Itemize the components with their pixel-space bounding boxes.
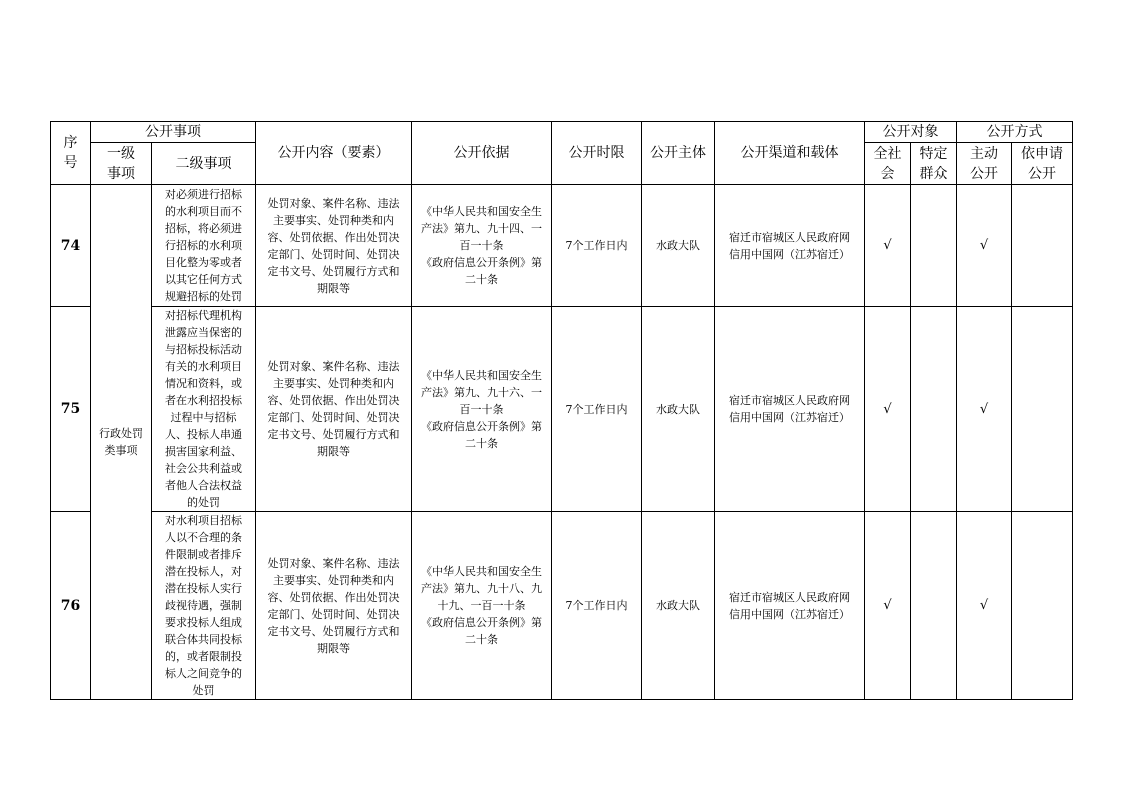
table-row [51,307,1073,512]
header-method-request: 依申请公开 [1012,143,1073,185]
header-audience-all: 全社会 [865,143,911,185]
row-method-active: √ [957,307,1012,512]
row-deadline: 7个工作日内 [552,185,642,307]
row-seq: 75 [51,307,91,512]
row-seq: 74 [51,185,91,307]
level1-cell: 行政处罚类事项 [91,185,152,700]
header-subject: 公开主体 [642,122,715,185]
row-content: 处罚对象、案件名称、违法主要事实、处罚种类和内容、处罚依据、作出处罚决定部门、处罚时间、处罚决定书文号、处罚履行方式和期限等 [256,307,412,512]
row-level2: 对必须进行招标的水利项目而不招标，将必须进行招标的水利项目化整为零或者以其它任何方式规避招标的处罚 [152,185,256,307]
table-row [51,512,1073,700]
header-deadline: 公开时限 [552,122,642,185]
row-subject: 水政大队 [642,307,715,512]
row-channel: 宿迁市宿城区人民政府网信用中国网（江苏宿迁） [715,185,865,307]
row-method-request [1012,307,1073,512]
row-audience-all: √ [865,512,911,700]
header-basis: 公开依据 [412,122,552,185]
row-audience-specific [911,185,957,307]
row-method-request [1012,512,1073,700]
row-level2: 对水利项目招标人以不合理的条件限制或者排斥潜在投标人，对潜在投标人实行歧视待遇，强制要求投标人组成联合体共同投标的，或者限制投标人之间竞争的处罚 [152,512,256,700]
row-method-active: √ [957,185,1012,307]
row-deadline: 7个工作日内 [552,512,642,700]
row-audience-all: √ [865,185,911,307]
header-channel: 公开渠道和载体 [715,122,865,185]
row-content: 处罚对象、案件名称、违法主要事实、处罚种类和内容、处罚依据、作出处罚决定部门、处罚时间、处罚决定书文号、处罚履行方式和期限等 [256,512,412,700]
row-content: 处罚对象、案件名称、违法主要事实、处罚种类和内容、处罚依据、作出处罚决定部门、处罚时间、处罚决定书文号、处罚履行方式和期限等 [256,185,412,307]
header-method: 公开方式 [957,122,1073,143]
row-method-active: √ [957,512,1012,700]
row-audience-specific [911,307,957,512]
header-audience-specific: 特定群众 [911,143,957,185]
header-level1: 一级事项 [91,143,152,185]
row-method-request [1012,185,1073,307]
header-audience: 公开对象 [865,122,957,143]
row-channel: 宿迁市宿城区人民政府网信用中国网（江苏宿迁） [715,307,865,512]
disclosure-table [50,121,1073,700]
row-audience-all: √ [865,307,911,512]
header-method-active: 主动公开 [957,143,1012,185]
row-basis: 《中华人民共和国安全生产法》第九、九十六、一百一十条 《政府信息公开条例》第二十条 [412,307,552,512]
row-subject: 水政大队 [642,512,715,700]
row-basis: 《中华人民共和国安全生产法》第九、九十四、一百一十条 《政府信息公开条例》第二十条 [412,185,552,307]
row-level2: 对招标代理机构泄露应当保密的与招标投标活动有关的水利项目情况和资料，或者在水利招投标过程中与招标人、投标人串通损害国家利益、社会公共利益或者他人合法权益的处罚 [152,307,256,512]
header-level2: 二级事项 [152,143,256,185]
table-row [51,185,1073,307]
header-row-1 [51,122,1073,143]
row-subject: 水政大队 [642,185,715,307]
header-seq: 序号 [51,122,91,185]
row-basis: 《中华人民共和国安全生产法》第九、九十八、九十九、一百一十条 《政府信息公开条例》第二十条 [412,512,552,700]
row-audience-specific [911,512,957,700]
header-matters: 公开事项 [91,122,256,143]
header-content: 公开内容（要素） [256,122,412,185]
row-channel: 宿迁市宿城区人民政府网信用中国网（江苏宿迁） [715,512,865,700]
row-deadline: 7个工作日内 [552,307,642,512]
row-seq: 76 [51,512,91,700]
